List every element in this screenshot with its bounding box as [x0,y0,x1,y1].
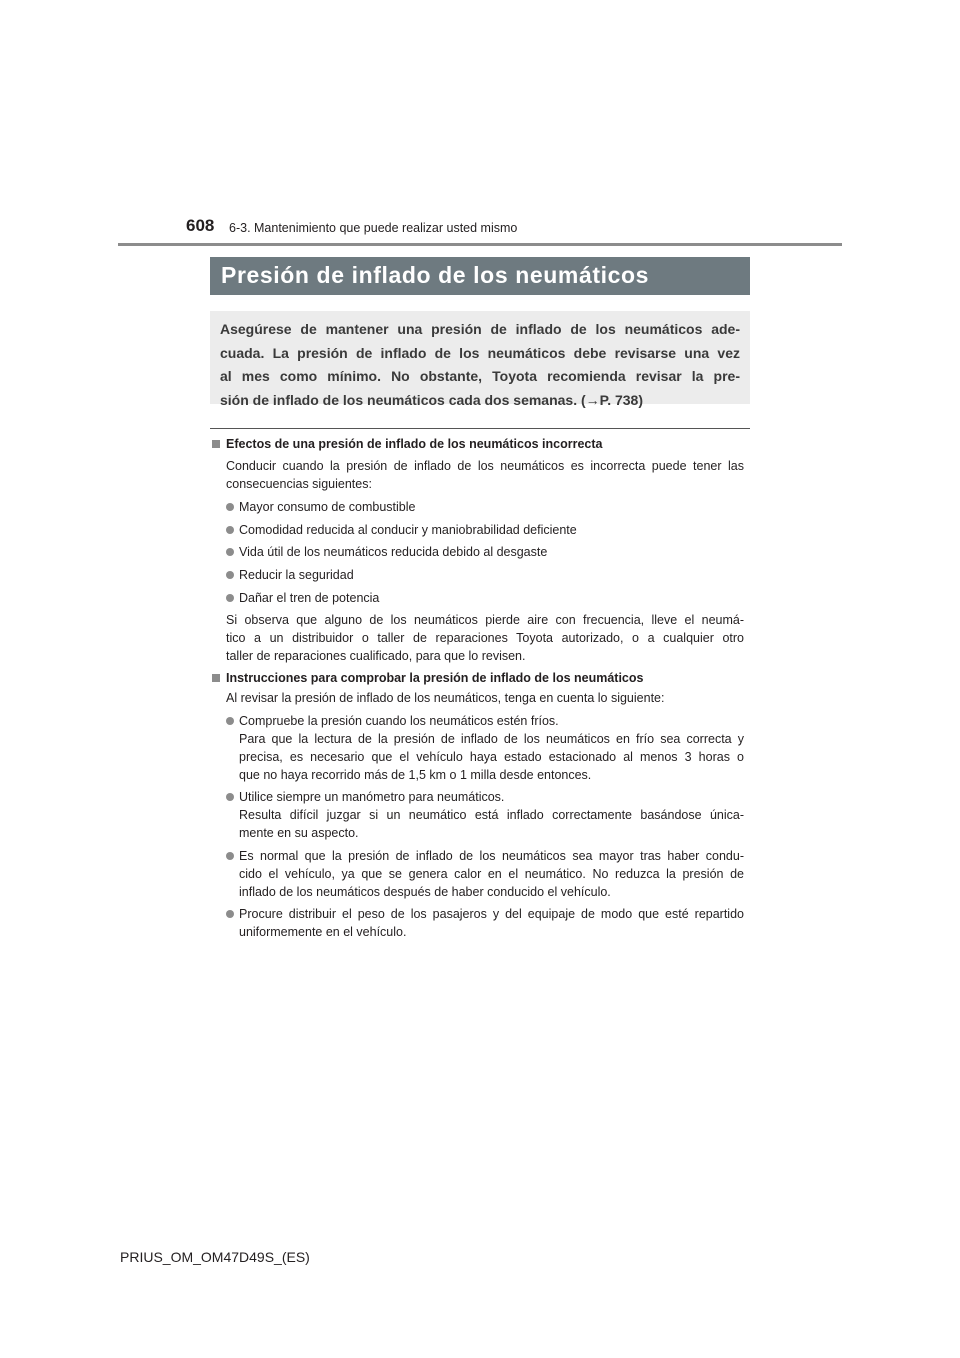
body-text: consecuencias siguientes: [226,477,372,491]
page-title: Presión de inflado de los neumáticos [210,257,750,295]
bullet-text: precisa, es necesario que el vehículo haya estado estacionado al menos 3 horas o [239,750,744,764]
intro-line: Asegúrese de mantener una presión de inflado de los neumáticos ade- [220,321,740,337]
intro-line: cuada. La presión de inflado de los neumáticos debe revisarse una vez [220,344,740,361]
section-label: 6-3. Mantenimiento que puede realizar usted mismo [229,221,518,235]
body-text: taller de reparaciones cualificado, para que lo revisen. [226,649,526,663]
bullet-text: Dañar el tren de potencia [239,591,380,605]
bullet-text: Resulta difícil juzgar si un neumático está inflado correctamente basándose única- [239,808,744,822]
bullet-text: Es normal que la presión de inflado de los neumáticos sea mayor tras haber condu- [239,849,744,863]
bullet-text: mente en su aspecto. [239,826,359,840]
bullet-text: Mayor consumo de combustible [239,500,416,514]
intro-box [210,311,750,408]
intro-line: al mes como mínimo. No obstante, Toyota recomienda revisar la pre- [220,368,740,384]
body-text: tico a un distribuidor o taller de reparaciones Toyota autorizado, o a cualquier otro [226,631,744,645]
section-heading: Instrucciones para comprobar la presión de inflado de los neumáticos [226,671,644,685]
bullet-text: inflado de los neumáticos después de haber conducido el vehículo. [239,885,611,899]
dot-bullet-icon [226,526,234,534]
footer-code: PRIUS_OM_OM47D49S_(ES) [120,1249,310,1265]
bullet-text: uniformemente en el vehículo. [239,925,407,939]
bullet-text: Vida útil de los neumáticos reducida debido al desgaste [239,545,548,559]
header-rule [118,243,842,246]
dot-bullet-icon [226,852,234,860]
square-bullet-icon [212,674,220,682]
dot-bullet-icon [226,594,234,602]
bullet-text: Reducir la seguridad [239,568,354,582]
dot-bullet-icon [226,503,234,511]
bullet-text: Utilice siempre un manómetro para neumáticos. [239,790,505,804]
bullet-text: Procure distribuir el peso de los pasajeros y del equipaje de modo que esté repartido [239,907,744,921]
square-bullet-icon [212,440,220,448]
page-number: 608 [186,216,215,235]
bullet-text: Compruebe la presión cuando los neumáticos estén fríos. [239,714,559,728]
intro-divider [210,428,750,429]
bullet-text: Para que la lectura de la presión de inflado de los neumáticos en frío sea correcta y [239,732,744,746]
dot-bullet-icon [226,793,234,801]
section-heading: Efectos de una presión de inflado de los neumáticos incorrecta [226,437,603,451]
bullet-text: que no haya recorrido más de 1,5 km o 1 milla desde entonces. [239,768,592,782]
intro-line: sión de inflado de los neumáticos cada dos semanas. (→P. 738) [220,391,643,408]
dot-bullet-icon [226,571,234,579]
dot-bullet-icon [226,548,234,556]
body-text: Conducir cuando la presión de inflado de los neumáticos es incorrecta puede tener las [226,459,744,473]
bullet-text: cido el vehículo, ya que se genera calor en el neumático. No reduzca la presión de [239,867,744,881]
body-text: Al revisar la presión de inflado de los neumáticos, tenga en cuenta lo siguiente: [226,691,665,705]
dot-bullet-icon [226,717,234,725]
body-text: Si observa que alguno de los neumáticos pierde aire con frecuencia, lleve el neumá- [226,613,744,627]
dot-bullet-icon [226,910,234,918]
bullet-text: Comodidad reducida al conducir y maniobrabilidad deficiente [239,523,577,537]
